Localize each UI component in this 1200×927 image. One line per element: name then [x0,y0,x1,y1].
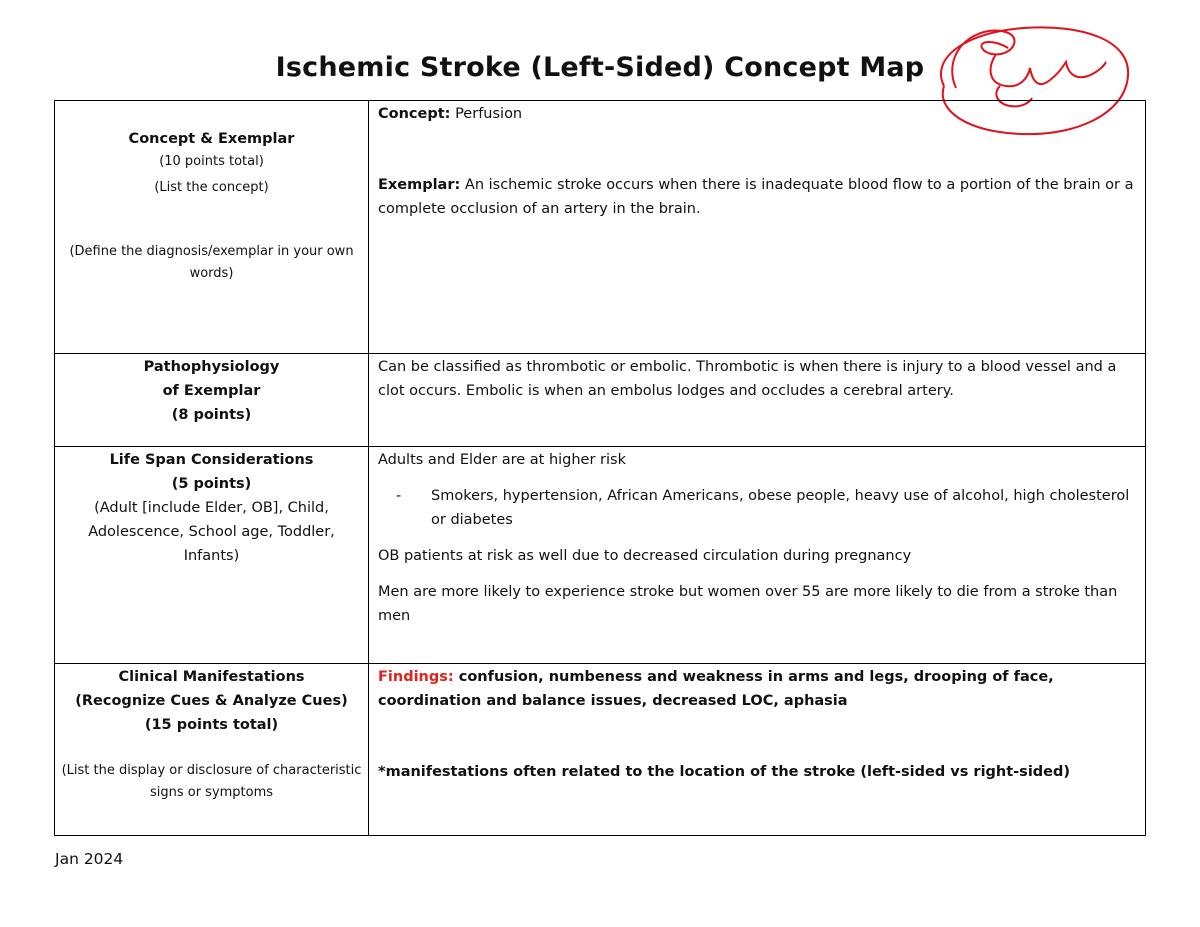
clinical-content-cell [369,664,1146,836]
concept-label: Concept: [378,106,451,122]
footer-date: Jan 2024 [55,850,124,868]
pathophysiology-row [55,354,1146,447]
lifespan-content-cell [369,447,1146,664]
lifespan-bullet-text: Smokers, hypertension, African Americans, obese people, heavy use of alcohol, high cholesterol or diabetes [431,488,1130,528]
concept-heading: Concept & Exemplar [128,131,295,147]
patho-label-cell [55,354,369,447]
lifespan-label-cell [55,447,369,664]
lifespan-line3: Men are more likely to experience stroke but women over 55 are more likely to die from a stroke than men [378,584,1118,624]
clinical-points: (15 points total) [144,717,279,733]
findings-text: confusion, numbeness and weakness in arms and legs, drooping of face, coordination and balance issues, decreased LOC, aphasia [378,669,1054,709]
concept-row [55,101,1146,354]
lifespan-bullet-item [396,484,1135,532]
concept-instruction-define: (Define the diagnosis/exemplar in your own words) [69,244,354,281]
findings-paragraph [378,665,1135,713]
concept-instruction-list: (List the concept) [154,180,269,195]
concept-line [378,102,1135,126]
exemplar-paragraph [378,173,1135,221]
lifespan-line1: Adults and Elder are at higher risk [378,452,626,468]
concept-content-cell [369,101,1146,354]
exemplar-label: Exemplar: [378,177,461,193]
clinical-instruction: (List the display or disclosure of characteristic signs or symptoms [61,763,362,800]
concept-map-table [54,100,1146,836]
findings-label: Findings: [378,669,454,685]
clinical-heading-line2: (Recognize Cues & Analyze Cues) [75,693,348,709]
lifespan-line2: OB patients at risk as well due to decreased circulation during pregnancy [378,548,912,564]
patho-points: (8 points) [171,407,252,423]
page-title: Ischemic Stroke (Left-Sided) Concept Map [275,52,925,83]
lifespan-points: (5 points) [171,476,252,492]
patho-heading-line1: Pathophysiology [143,359,280,375]
clinical-note: *manifestations often related to the location of the stroke (left-sided vs right-sided) [378,764,1071,780]
patho-heading-line2: of Exemplar [162,383,261,399]
concept-points: (10 points total) [159,154,264,169]
patho-text: Can be classified as thrombotic or embolic. Thrombotic is when there is injury to a blood vessel and a clot occurs. Embolic is when an embolus lodges and occludes a cerebral artery. [378,359,1117,399]
clinical-label-cell [55,664,369,836]
lifespan-row [55,447,1146,664]
bullet-dash: - [396,488,402,504]
clinical-heading-line1: Clinical Manifestations [118,669,305,685]
patho-content-cell [369,354,1146,447]
concept-label-cell [55,101,369,354]
exemplar-value: An ischemic stroke occurs when there is inadequate blood flow to a portion of the brain or a complete occlusion of an artery in the brain. [378,177,1134,217]
clinical-row [55,664,1146,836]
lifespan-heading: Life Span Considerations [109,452,314,468]
lifespan-subtext: (Adult [include Elder, OB], Child, Adolescence, School age, Toddler, Infants) [88,500,335,564]
concept-value: Perfusion [455,106,523,122]
